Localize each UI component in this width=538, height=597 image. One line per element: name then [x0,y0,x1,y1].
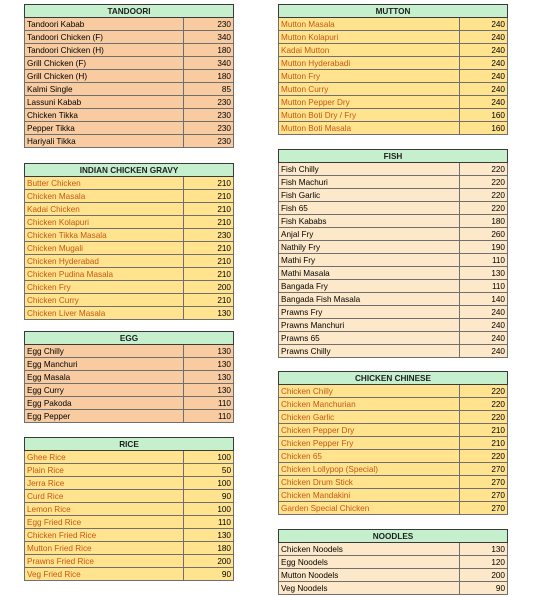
menu-row: Chicken Drum Stick 270 [279,476,508,489]
menu-row: Garden Special Chicken 270 [279,502,508,515]
menu-row: Kadai Chicken 210 [25,203,234,216]
menu-row: Pepper Tikka 230 [25,122,234,135]
menu-row: Tandoori Chicken (H) 180 [25,44,234,57]
rice-table [24,437,234,581]
menu-row: Chicken 65 220 [279,450,508,463]
menu-row: Ghee Rice 100 [25,451,234,464]
menu-row: Grill Chicken (H) 180 [25,70,234,83]
menu-row: Mutton Kolapuri 240 [279,31,508,44]
menu-row: Chicken Fry 200 [25,281,234,294]
menu-row: Tandoori Chicken (F) 340 [25,31,234,44]
menu-row: Chicken Curry 210 [25,294,234,307]
menu-row: Kadai Mutton 240 [279,44,508,57]
menu-row: Prawns Manchuri 240 [279,319,508,332]
mutton-table [278,4,508,135]
menu-row: Chicken Tikka 230 [25,109,234,122]
menu-row: Jerra Rice 100 [25,477,234,490]
menu-row: Egg Chilly 130 [25,345,234,358]
menu-row: Prawns Chilly 240 [279,345,508,358]
section-title: INDIAN CHICKEN GRAVY [25,164,234,177]
menu-row: Veg Fried Rice 90 [25,568,234,581]
menu-row: Chicken Liver Masala 130 [25,307,234,320]
menu-row: Lassuni Kabab 230 [25,96,234,109]
menu-row: Fish 65 220 [279,202,508,215]
menu-row: Mutton Curry 240 [279,83,508,96]
noodles-table [278,529,508,595]
menu-row: Chicken Chilly 220 [279,385,508,398]
menu-row: Kalmi Single 85 [25,83,234,96]
menu-row: Egg Curry 130 [25,384,234,397]
menu-row: Chicken Pepper Fry 210 [279,437,508,450]
menu-row: Chicken Mandakini 270 [279,489,508,502]
menu-row: Tandoori Kabab 230 [25,18,234,31]
menu-row: Veg Noodels 90 [279,582,508,595]
menu-row: Mutton Boti Dry / Fry 160 [279,109,508,122]
section-title: MUTTON [279,5,508,18]
menu-row: Mutton Fry 240 [279,70,508,83]
menu-row: Bangada Fry 110 [279,280,508,293]
menu-row: Hariyali Tikka 230 [25,135,234,148]
egg-table [24,331,234,423]
menu-row: Chicken Kolapuri 210 [25,216,234,229]
section-title: TANDOORI [25,5,234,18]
section-title: FISH [279,150,508,163]
menu-row: Plain Rice 50 [25,464,234,477]
menu-row: Fish Garlic 220 [279,189,508,202]
menu-row: Chicken Hyderabad 210 [25,255,234,268]
menu-row: Fish Machuri 220 [279,176,508,189]
menu-row: Egg Pepper 110 [25,410,234,423]
menu-row: Chicken Lollypop (Special) 270 [279,463,508,476]
section-title: CHICKEN CHINESE [279,372,508,385]
menu-row: Chicken Manchurian 220 [279,398,508,411]
menu-row: Curd Rice 90 [25,490,234,503]
menu-row: Prawns 65 240 [279,332,508,345]
menu-row: Chicken Pudina Masala 210 [25,268,234,281]
indian-chicken-gravy-table [24,163,234,320]
menu-row: Mutton Pepper Dry 240 [279,96,508,109]
menu-row: Chicken Masala 210 [25,190,234,203]
menu-row: Chicken Tikka Masala 230 [25,229,234,242]
menu-row: Mutton Fried Rice 180 [25,542,234,555]
menu-row: Mutton Masala 240 [279,18,508,31]
menu-row: Fish Kababs 180 [279,215,508,228]
menu-row: Mutton Hyderabadi 240 [279,57,508,70]
menu-row: Chicken Garlic 220 [279,411,508,424]
menu-row: Egg Noodels 120 [279,556,508,569]
menu-row: Egg Masala 130 [25,371,234,384]
menu-row: Anjal Fry 260 [279,228,508,241]
tandoori-table [24,4,234,148]
menu-row: Egg Fried Rice 110 [25,516,234,529]
menu-row: Fish Chilly 220 [279,163,508,176]
menu-row: Grill Chicken (F) 340 [25,57,234,70]
menu-row: Butter Chicken 210 [25,177,234,190]
menu-row: Chicken Noodels 130 [279,543,508,556]
menu-row: Lemon Rice 100 [25,503,234,516]
menu-row: Bangada Fish Masala 140 [279,293,508,306]
chicken-chinese-table [278,371,508,515]
section-title: RICE [25,438,234,451]
menu-row: Mathi Fry 110 [279,254,508,267]
menu-row: Mutton Boti Masala 160 [279,122,508,135]
menu-row: Egg Pakoda 110 [25,397,234,410]
menu-row: Mutton Noodels 200 [279,569,508,582]
menu-row: Chicken Pepper Dry 210 [279,424,508,437]
menu-row: Prawns Fry 240 [279,306,508,319]
section-title: NOODLES [279,530,508,543]
menu-row: Chicken Mugali 210 [25,242,234,255]
fish-table [278,149,508,358]
menu-row: Egg Manchuri 130 [25,358,234,371]
section-title: EGG [25,332,234,345]
menu-row: Nathily Fry 190 [279,241,508,254]
menu-row: Prawns Fried Rice 200 [25,555,234,568]
menu-row: Mathi Masala 130 [279,267,508,280]
menu-row: Chicken Fried Rice 130 [25,529,234,542]
